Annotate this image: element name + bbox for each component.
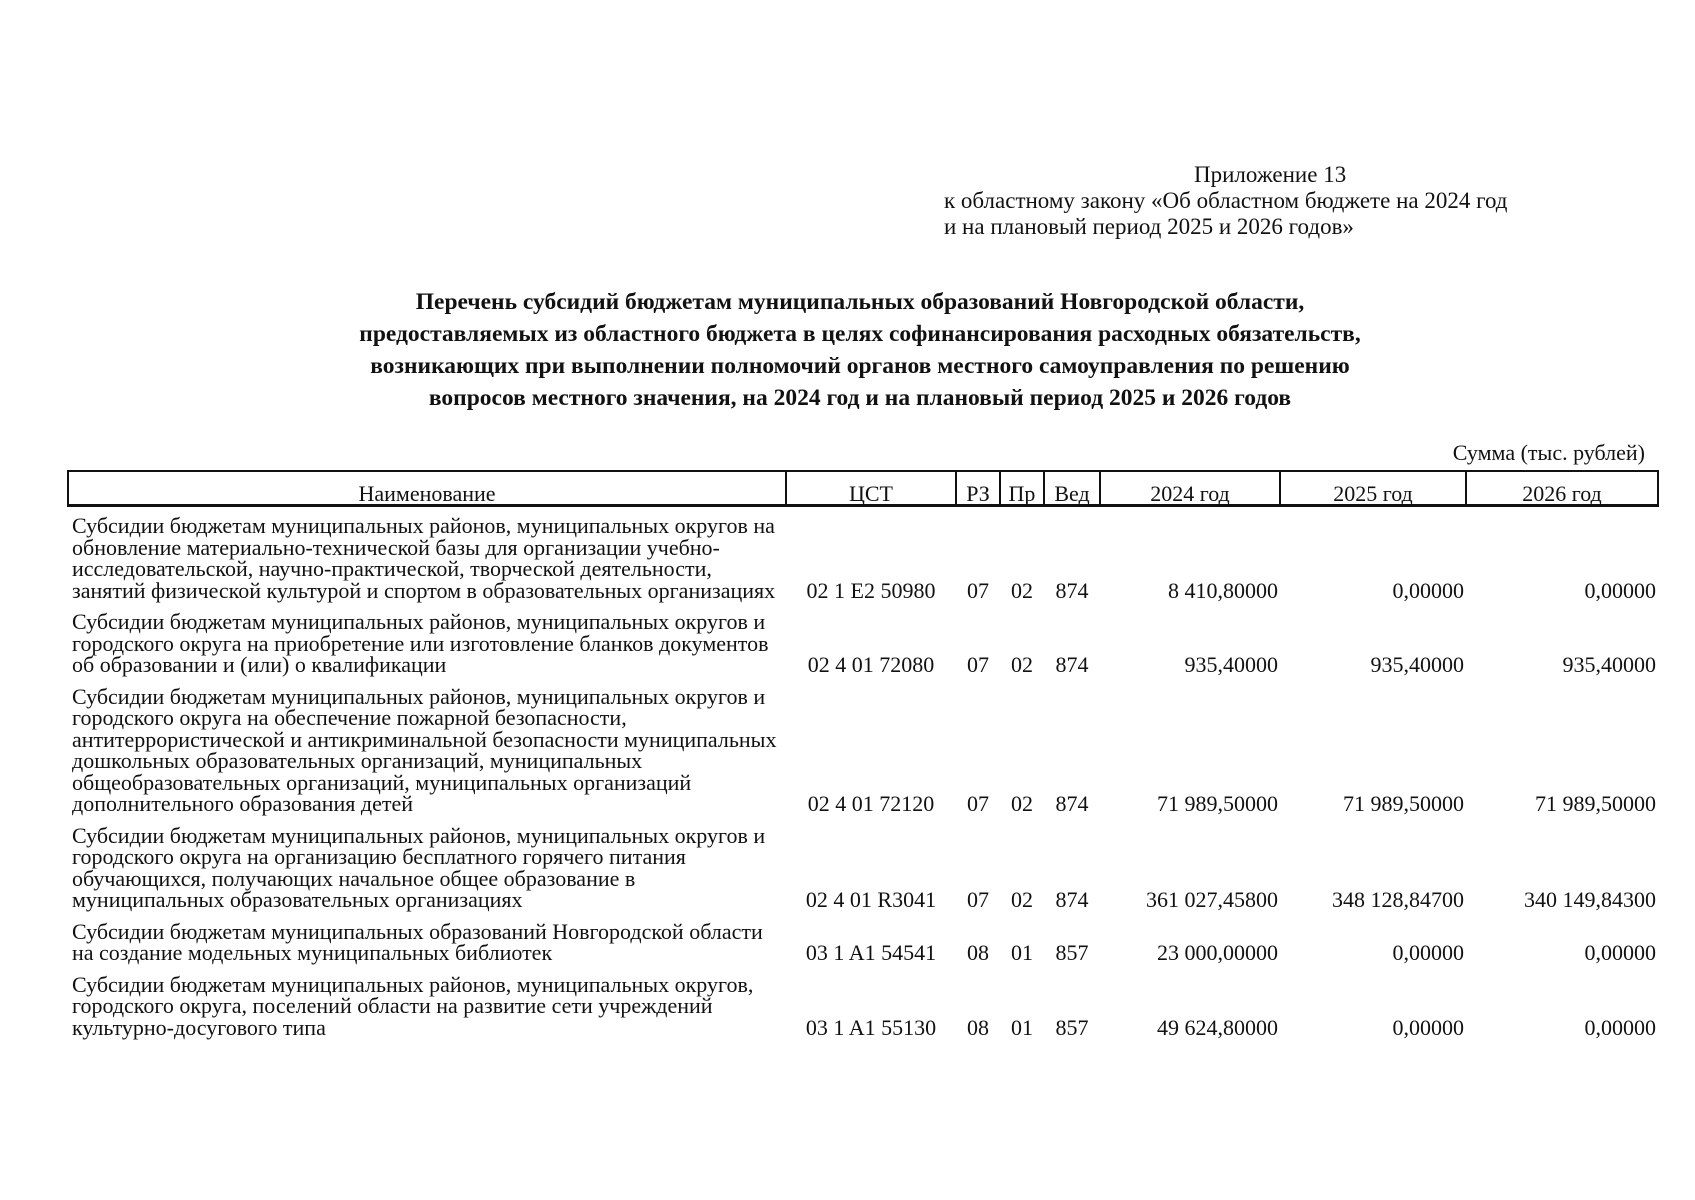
cell-rz: 07 xyxy=(967,577,989,603)
cell-cst: 02 1 E2 50980 xyxy=(806,577,936,603)
cell-rz: 07 xyxy=(967,791,989,816)
header-2026: 2026 год xyxy=(1466,471,1658,506)
header-ved: Вед xyxy=(1044,471,1100,506)
subsidies-table xyxy=(67,470,1659,1040)
appendix-header xyxy=(944,162,1664,240)
table-row xyxy=(68,966,1658,1041)
table-row xyxy=(68,678,1658,817)
cell-pr: 02 xyxy=(1011,887,1033,912)
cell-ved: 874 xyxy=(1055,577,1089,603)
cell-ved: 874 xyxy=(1055,791,1089,816)
cell-name: Субсидии бюджетам муниципальных районов, муниципальных округов и городского округа на обеспечение пожарной безопасности, антитеррористической и антикриминальной безопасности муниципальных дошкольных образовательных организаций, муниципальных общеобразовательных организаций, муниципальных организаций дополнительного образования детей xyxy=(72,683,777,816)
cell-2026: 0,00000 xyxy=(1584,1014,1656,1040)
cell-name: Субсидии бюджетам муниципальных районов, муниципальных округов, городского округа, поселений области на развитие сети учреждений культурно-досугового типа xyxy=(72,971,754,1040)
cell-2026: 0,00000 xyxy=(1584,940,1656,965)
cell-ved: 857 xyxy=(1055,940,1089,965)
cell-name: Субсидии бюджетам муниципальных районов, муниципальных округов на обновление материально-технической базы для организации учебно-исследовательской, научно-практической, творческой деятельности, занятий физической культурой и спортом в образовательных организациях xyxy=(72,513,776,603)
cell-2026: 340 149,84300 xyxy=(1524,887,1656,912)
cell-2025: 0,00000 xyxy=(1392,577,1464,603)
header-name: Наименование xyxy=(68,471,786,506)
cell-2024: 23 000,00000 xyxy=(1157,940,1278,965)
table-row xyxy=(68,506,1658,604)
cell-2024: 361 027,45800 xyxy=(1146,887,1278,912)
cell-name: Субсидии бюджетам муниципальных районов, муниципальных округов и городского округа на организацию бесплатного горячего питания обучающихся, получающих начальное общее образование в муниципальных образовательных организациях xyxy=(72,822,766,912)
cell-name: Субсидии бюджетам муниципальных образований Новгородской области на создание модельных муниципальных библиотек xyxy=(72,918,763,965)
table-row xyxy=(68,817,1658,913)
cell-cst: 03 1 A1 55130 xyxy=(805,1014,937,1040)
cell-2025: 71 989,50000 xyxy=(1343,791,1464,816)
table-header-row xyxy=(68,471,1658,506)
cell-cst: 02 4 01 R3041 xyxy=(805,887,937,912)
heading-line-3: возникающих при выполнении полномочий органов местного самоуправления по решению xyxy=(370,353,1350,379)
cell-2024: 935,40000 xyxy=(1184,652,1278,677)
cell-name: Субсидии бюджетам муниципальных районов, муниципальных округов и городского округа на приобретение или изготовление бланков документов об образовании и (или) о квалификации xyxy=(72,609,769,677)
cell-cst: 03 1 A1 54541 xyxy=(805,940,937,965)
table-row xyxy=(68,913,1658,966)
document-heading xyxy=(120,286,1600,414)
cell-ved: 874 xyxy=(1055,652,1089,677)
cell-cst: 02 4 01 72080 xyxy=(807,652,935,677)
cell-2025: 935,40000 xyxy=(1370,652,1464,677)
cell-2025: 0,00000 xyxy=(1392,1014,1464,1040)
header-rz: РЗ xyxy=(956,471,1000,506)
cell-pr: 02 xyxy=(1011,652,1033,677)
appendix-line-2: и на плановый период 2025 и 2026 годов» xyxy=(944,214,1354,239)
appendix-line-1: к областному закону «Об областном бюджете на 2024 год xyxy=(944,188,1508,213)
cell-cst: 02 4 01 72120 xyxy=(807,791,935,816)
header-pr: Пр xyxy=(1000,471,1044,506)
cell-2026: 71 989,50000 xyxy=(1535,791,1656,816)
cell-2025: 0,00000 xyxy=(1392,940,1464,965)
heading-line-2: предоставляемых из областного бюджета в целях софинансирования расходных обязательств, xyxy=(359,321,1361,347)
header-2024: 2024 год xyxy=(1100,471,1280,506)
cell-2026: 935,40000 xyxy=(1562,652,1656,677)
cell-2026: 0,00000 xyxy=(1584,577,1656,603)
cell-2024: 8 410,80000 xyxy=(1168,577,1278,603)
cell-ved: 857 xyxy=(1055,1014,1089,1040)
cell-2024: 49 624,80000 xyxy=(1157,1014,1278,1040)
cell-pr: 01 xyxy=(1011,1014,1033,1040)
table-row xyxy=(68,603,1658,678)
cell-2024: 71 989,50000 xyxy=(1157,791,1278,816)
header-cst: ЦСТ xyxy=(786,471,956,506)
cell-pr: 01 xyxy=(1011,940,1033,965)
header-2025: 2025 год xyxy=(1280,471,1466,506)
heading-line-4: вопросов местного значения, на 2024 год и на плановый период 2025 и 2026 годов xyxy=(428,385,1292,411)
cell-pr: 02 xyxy=(1011,577,1033,603)
heading-line-1: Перечень субсидий бюджетам муниципальных образований Новгородской области, xyxy=(415,289,1305,315)
cell-rz: 07 xyxy=(967,652,989,677)
cell-rz: 07 xyxy=(967,887,989,912)
cell-rz: 08 xyxy=(967,1014,989,1040)
units-note: Сумма (тыс. рублей) xyxy=(1452,440,1645,465)
cell-pr: 02 xyxy=(1011,791,1033,816)
cell-rz: 08 xyxy=(967,940,989,965)
cell-2025: 348 128,84700 xyxy=(1332,887,1464,912)
cell-ved: 874 xyxy=(1055,887,1089,912)
appendix-title: Приложение 13 xyxy=(1194,162,1347,187)
